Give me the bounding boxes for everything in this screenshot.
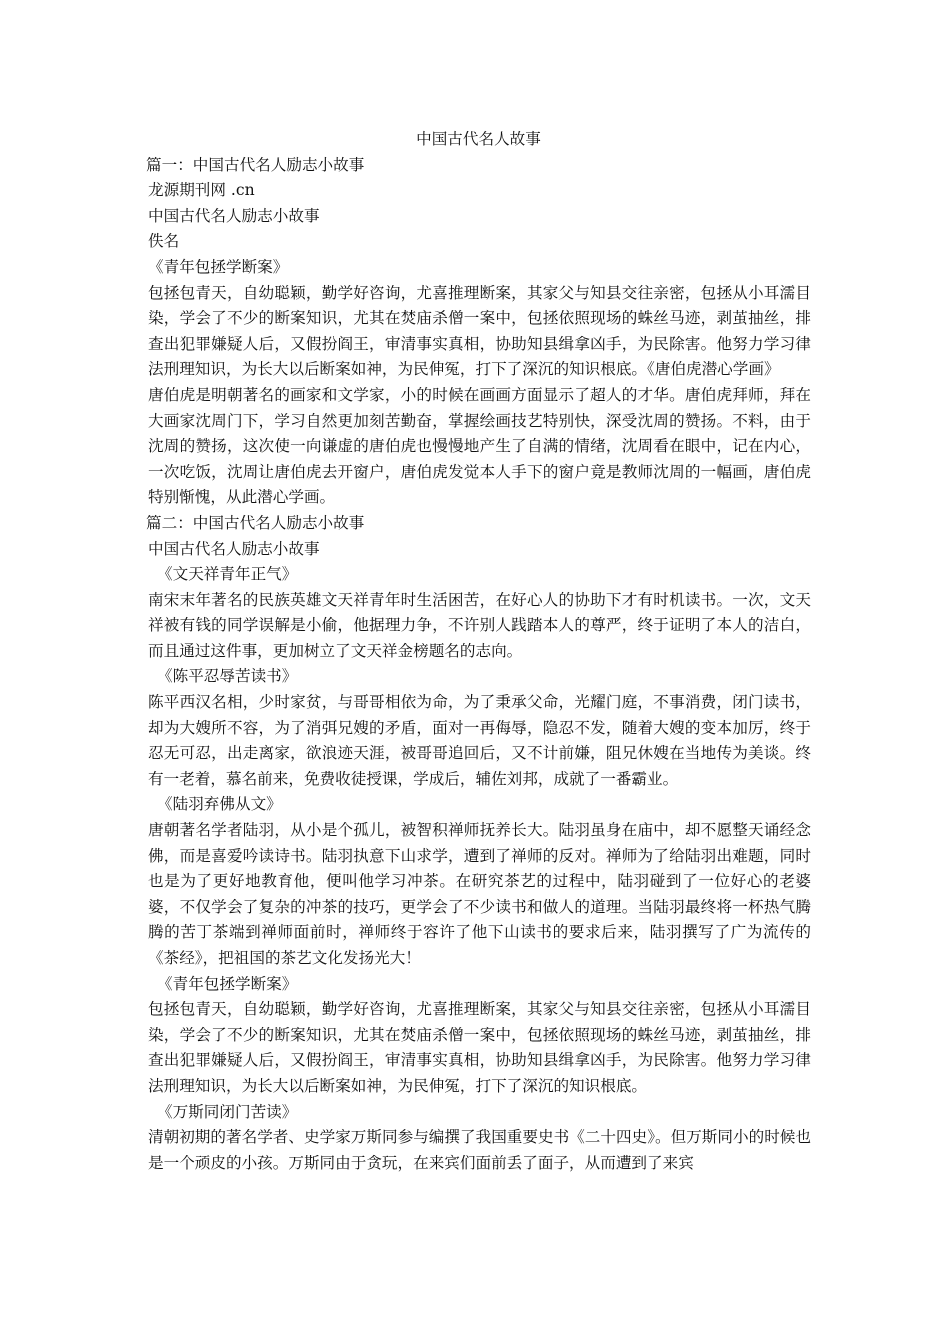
story-title: 《文天祥青年正气》 <box>157 565 298 584</box>
story-paragraph: 唐朝著名学者陆羽，从小是个孤儿，被智积禅师抚养长大。陆羽虽身在庙中，却不愿整天诵经念佛，而是喜爱吟读诗书。陆羽执意下山求学，遭到了禅师的反对。禅师为了给陆羽出难题，同时也是为了更好地教育他，便叫他学习冲茶。在研究茶艺的过程中，陆羽碰到了一位好心的老婆婆，不仅学会了复杂的冲茶的技巧，更学会了不少读书和做人的道理。当陆羽最终将一杯热气腾腾的苦丁茶端到禅师面前时，禅师终于容许了他下山读书的要求后来，陆羽撰写了广为流传的《茶经》，把祖国的茶艺文化发扬光大！ <box>148 821 811 967</box>
story-paragraph: 清朝初期的著名学者、史学家万斯同参与编撰了我国重要史书《二十四史》。但万斯同小的时候也是一个顽皮的小孩。万斯同由于贪玩，在来宾们面前丢了面子，从而遭到了来宾 <box>148 1128 811 1172</box>
story-title: 《青年包拯学断案》 <box>148 257 289 276</box>
part1-heading: 篇一：中国古代名人励志小故事 <box>146 155 365 174</box>
story-paragraph: 唐伯虎是明朝著名的画家和文学家，小的时候在画画方面显示了超人的才华。唐伯虎拜师，拜在大画家沈周门下，学习自然更加刻苦勤奋，掌握绘画技艺特别快，深受沈周的赞扬。不料，由于沈周的赞扬，这次使一向谦虚的唐伯虎也慢慢地产生了自满的情绪，沈周看在眼中，记在内心，一次吃饭，沈周让唐伯虎去开窗户，唐伯虎发觉本人手下的窗户竟是教师沈周的一幅画，唐伯虎特别惭愧，从此潜心学画。 <box>148 385 811 507</box>
story-title: 《陆羽弃佛从文》 <box>157 795 282 814</box>
part1-subtitle: 中国古代名人励志小故事 <box>148 206 320 225</box>
part2-heading: 篇二：中国古代名人励志小故事 <box>146 513 365 532</box>
story-paragraph: 南宋末年著名的民族英雄文天祥青年时生活困苦，在好心人的协助下才有时机读书。一次，文天祥被有钱的同学误解是小偷，他据理力争，不许别人践踏本人的尊严，终于证明了本人的洁白，而且通过这件事，更加树立了文天祥金榜题名的志向。 <box>148 590 811 660</box>
document-title: 中国古代名人故事 <box>416 130 541 148</box>
story-title: 《万斯同闭门苦读》 <box>157 1102 298 1121</box>
story-title: 《青年包拯学断案》 <box>157 974 298 993</box>
story-paragraph: 包拯包青天，自幼聪颖，勤学好咨询，尤喜推理断案，其家父与知县交往亲密，包拯从小耳濡目染，学会了不少的断案知识，尤其在焚庙杀僧一案中，包拯依照现场的蛛丝马迹，剥茧抽丝，排查出犯罪嫌疑人后，又假扮阎王，审清事实真相，协助知县缉拿凶手，为民除害。他努力学习律法刑理知识，为长大以后断案如神，为民伸冤，打下了深沉的知识根底。《唐伯虎潜心学画》 <box>148 283 811 379</box>
story-paragraph: 包拯包青天，自幼聪颖，勤学好咨询，尤喜推理断案，其家父与知县交往亲密，包拯从小耳濡目染，学会了不少的断案知识，尤其在焚庙杀僧一案中，包拯依照现场的蛛丝马迹，剥茧抽丝，排查出犯罪嫌疑人后，又假扮阎王，审清事实真相，协助知县缉拿凶手，为民除害。他努力学习律法刑理知识，为长大以后断案如神，为民伸冤，打下了深沉的知识根底。 <box>148 1000 811 1095</box>
story-paragraph: 陈平西汉名相，少时家贫，与哥哥相依为命，为了秉承父命，光耀门庭，不事消费，闭门读书，却为大嫂所不容，为了消弭兄嫂的矛盾，面对一再侮辱，隐忍不发，随着大嫂的变本加厉，终于忍无可忍，出走离家，欲浪迹天涯，被哥哥追回后，又不计前嫌，阻兄休嫂在当地传为美谈。终有一老着，慕名前来，免费收徒授课，学成后，辅佐刘邦，成就了一番霸业。 <box>148 693 811 788</box>
author-line: 佚名 <box>148 232 180 251</box>
story-title: 《陈平忍辱苦读书》 <box>157 667 298 686</box>
document-page <box>146 127 811 1176</box>
part2-subtitle: 中国古代名人励志小故事 <box>148 539 320 558</box>
source-line: 龙源期刊网 .cn <box>148 181 255 200</box>
